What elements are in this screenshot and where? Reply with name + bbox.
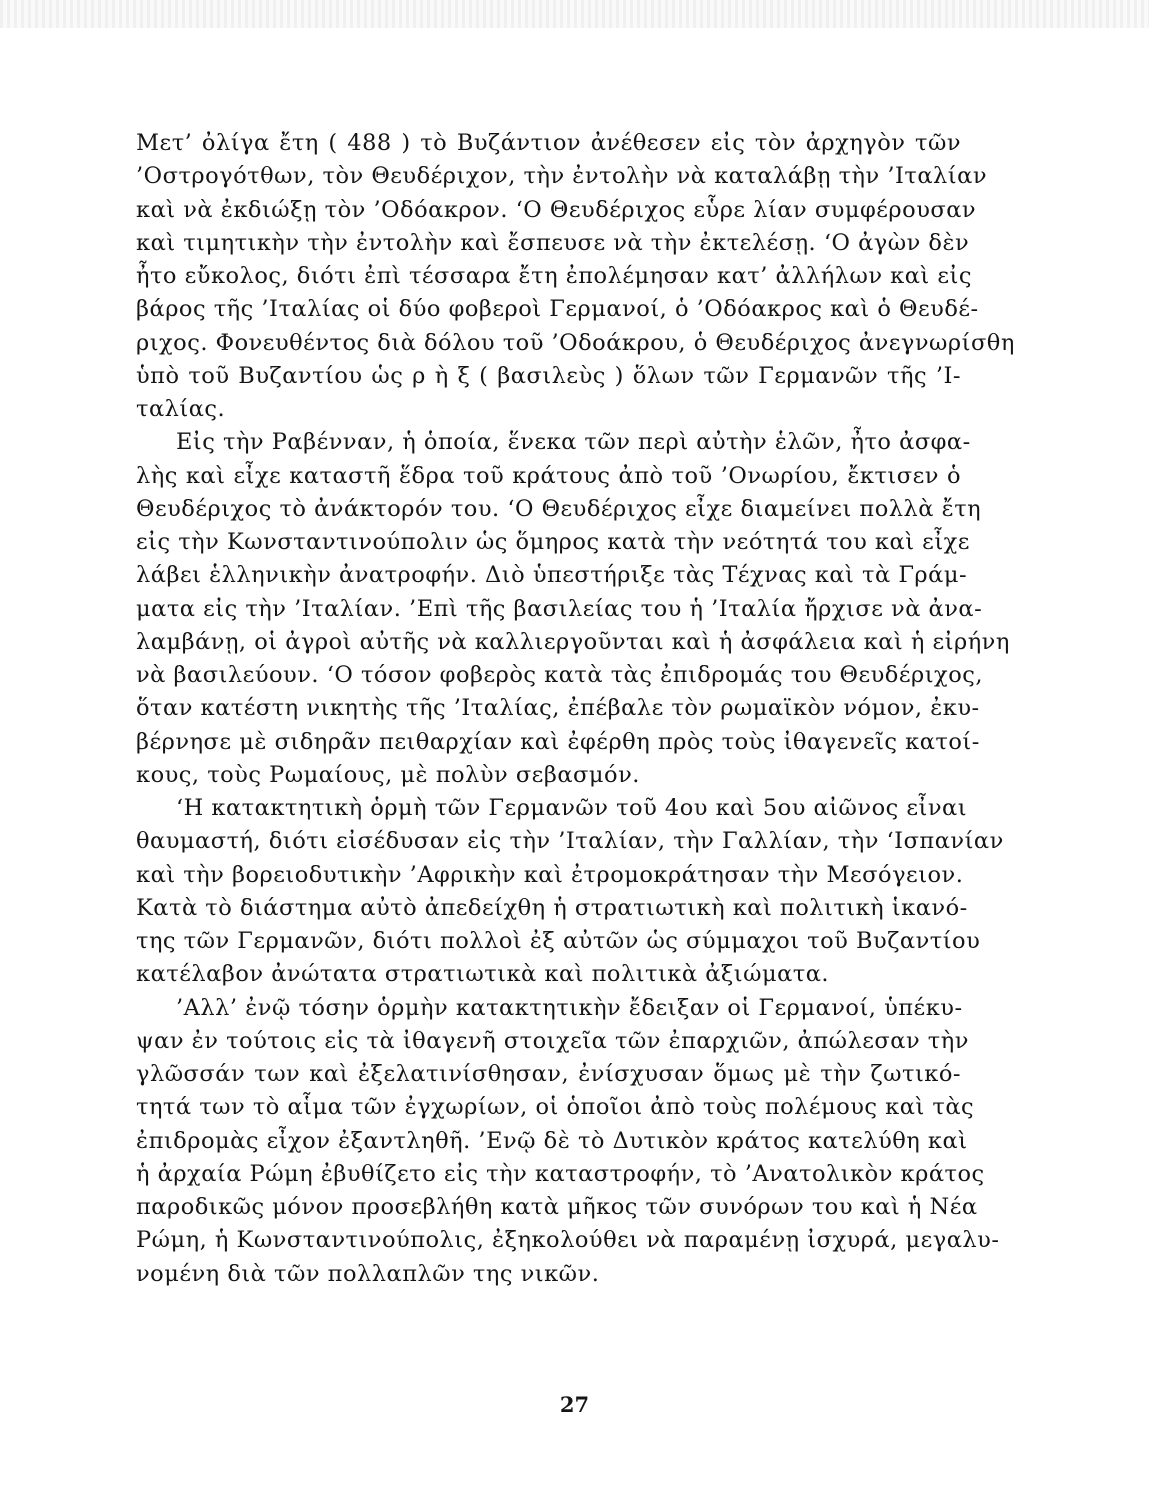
text-line: Θευδέριχος τὸ ἀνάκτορόν του. ‘Ο Θευδέριχος εἶχε διαμείνει πολλὰ ἔτη — [136, 495, 982, 522]
text-line: κατέλαβον ἀνώτατα στρατιωτικὰ καὶ πολιτικὰ ἀξιώματα. — [136, 961, 830, 988]
text-line: ταλίας. — [136, 396, 226, 422]
text-line: καὶ τὴν βορειοδυτικὴν ’Αφρικὴν καὶ ἐτρομοκράτησαν τὴν Μεσόγειον. — [136, 861, 964, 888]
text-line: τητά των τὸ αἷμα τῶν ἐγχωρίων, οἱ ὁποῖοι ἀπὸ τοὺς πολέμους καὶ τὰς — [136, 1094, 975, 1121]
text-line: νομένη διὰ τῶν πολλαπλῶν της νικῶν. — [136, 1260, 600, 1287]
text-line: νὰ βασιλεύουν. ‘Ο τόσον φοβερὸς κατὰ τὰς ἐπιδρομάς του Θευδέριχος, — [136, 662, 983, 688]
text-line: ριχος. Φονευθέντος διὰ δόλου τοῦ ’Οδοάκρου, ὁ Θευδέριχος ἀνεγνωρίσθη — [136, 329, 1015, 356]
text-line: ὑπὸ τοῦ Βυζαντίου ὡς ρ ὴ ξ ( βασιλεὺς ) ὅλων τῶν Γερμανῶν τῆς ’Ι- — [136, 362, 961, 389]
text-line: ὅταν κατέστη νικητὴς τῆς ’Ιταλίας, ἐπέβαλε τὸν ρωμαϊκὸν νόμον, ἐκυ- — [136, 695, 980, 722]
text-line: καὶ νὰ ἐκδιώξῃ τὸν ’Οδόακρον. ‘Ο Θευδέριχος εὗρε λίαν συμφέρουσαν — [136, 196, 977, 223]
text-line: Ρώμη, ἡ Κωνσταντινούπολις, ἐξηκολούθει νὰ παραμένῃ ἰσχυρά, μεγαλυ- — [136, 1227, 1000, 1254]
text-line: ἦτο εὔκολος, διότι ἐπὶ τέσσαρα ἔτη ἐπολέμησαν κατ’ ἀλλήλων καὶ εἰς — [136, 263, 972, 289]
top-border-ornament — [0, 0, 1149, 28]
paragraph-start-line: ’Αλλ’ ἐνῷ τόσην ὁρμὴν κατακτητικὴν ἔδειξαν οἱ Γερμανοί, ὑπέκυ- — [176, 994, 963, 1021]
text-line: λὴς καὶ εἶχε καταστῆ ἕδρα τοῦ κράτους ἀπὸ τοῦ ’Ονωρίου, ἔκτισεν ὁ — [136, 462, 961, 489]
text-line: Κατὰ τὸ διάστημα αὐτὸ ἀπεδείχθη ἡ στρατιωτικὴ καὶ πολιτικὴ ἱκανό- — [136, 894, 968, 921]
text-line: καὶ τιμητικὴν τὴν ἐντολὴν καὶ ἔσπευσε νὰ τὴν ἐκτελέσῃ. ‘Ο ἀγὼν δὲν — [136, 229, 970, 256]
text-line: παροδικῶς μόνον προσεβλήθη κατὰ μῆκος τῶν συνόρων του καὶ ἡ Νέα — [136, 1194, 978, 1220]
text-line: ψαν ἐν τούτοις εἰς τὰ ἰθαγενῆ στοιχεῖα τῶν ἐπαρχιῶν, ἀπώλεσαν τὴν — [136, 1027, 969, 1054]
text-line: ἡ ἀρχαία Ρώμη ἐβυθίζετο εἰς τὴν καταστροφήν, τὸ ’Ανατολικὸν κράτος — [136, 1160, 985, 1187]
text-line: ’Οστρογότθων, τὸν Θευδέριχον, τὴν ἐντολὴν νὰ καταλάβῃ τὴν ’Ιταλίαν — [136, 163, 987, 190]
page-number: 27 — [559, 1392, 590, 1417]
text-line: θαυμαστή, διότι εἰσέδυσαν εἰς τὴν ’Ιταλίαν, τὴν Γαλλίαν, τὴν ‘Ισπανίαν — [136, 828, 1004, 855]
text-line: λάβει ἑλληνικὴν ἀνατροφήν. Διὸ ὑπεστήριξε τὰς Τέχνας καὶ τὰ Γράμ- — [136, 562, 968, 589]
text-line: βάρος τῆς ’Ιταλίας οἱ δύο φοβεροὶ Γερμανοί, ὁ ’Οδόακρος καὶ ὁ Θευδέ- — [136, 296, 979, 323]
text-line: γλῶσσάν των καὶ ἐξελατινίσθησαν, ἐνίσχυσαν ὅμως μὲ τὴν ζωτικό- — [136, 1061, 961, 1087]
text-line: ἐπιδρομὰς εἶχον ἐξαντληθῆ. ’Ενῷ δὲ τὸ Δυτικὸν κράτος κατελύθη καὶ — [136, 1127, 968, 1154]
text-line: βέρνησε μὲ σιδηρᾶν πειθαρχίαν καὶ ἐφέρθη πρὸς τοὺς ἰθαγενεῖς κατοί- — [136, 728, 980, 755]
text-line: κους, τοὺς Ρωμαίους, μὲ πολὺν σεβασμόν. — [136, 761, 640, 788]
body-text — [136, 127, 1015, 1291]
text-line: λαμβάνῃ, οἱ ἀγροὶ αὐτῆς νὰ καλλιεργοῦνται καὶ ἡ ἀσφάλεια καὶ ἡ εἰρήνη — [136, 628, 1010, 655]
text-line: ματα εἰς τὴν ’Ιταλίαν. ’Επὶ τῆς βασιλείας του ἡ ’Ιταλία ἤρχισε νὰ ἀνα- — [136, 595, 983, 622]
text-line: εἰς τὴν Κωνσταντινούπολιν ὡς ὅμηρος κατὰ τὴν νεότητά του καὶ εἶχε — [136, 529, 970, 555]
text-line: Μετ’ ὀλίγα ἔτη ( 488 ) τὸ Βυζάντιον ἀνέθεσεν εἰς τὸν ἀρχηγὸν τῶν — [136, 130, 961, 156]
paragraph-start-line: Εἰς τὴν Ραβένναν, ἡ ὁποία, ἕνεκα τῶν περὶ αὐτὴν ἑλῶν, ἦτο ἀσφα- — [176, 429, 971, 456]
text-line: της τῶν Γερμανῶν, διότι πολλοὶ ἐξ αὐτῶν ὡς σύμμαχοι τοῦ Βυζαντίου — [136, 928, 981, 954]
paragraph-start-line: ‘Η κατακτητικὴ ὁρμὴ τῶν Γερμανῶν τοῦ 4ου καὶ 5ου αἰῶνος εἶναι — [176, 795, 968, 821]
